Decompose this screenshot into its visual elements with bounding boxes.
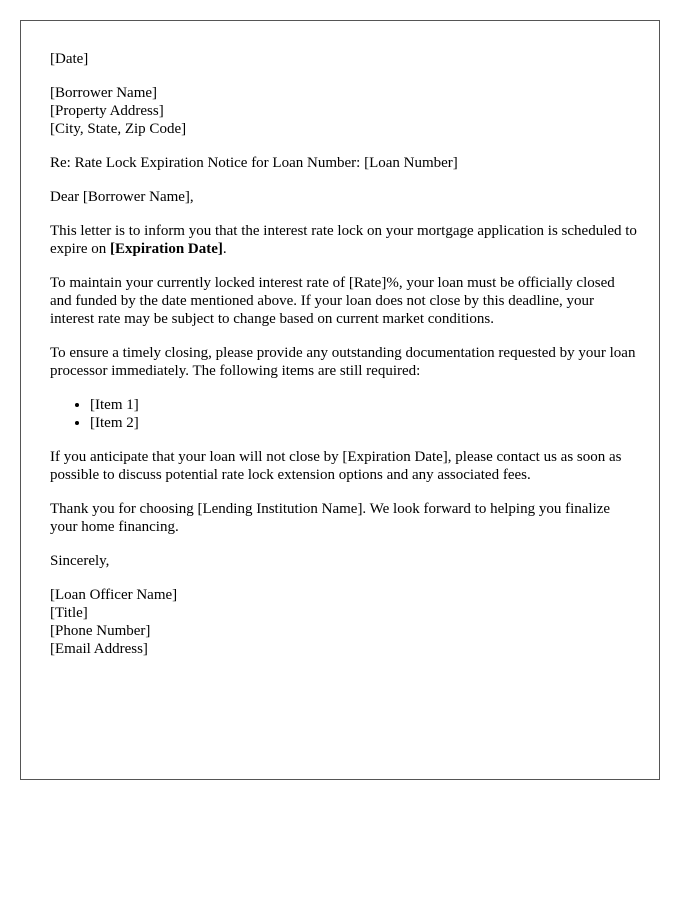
paragraph-extension: If you anticipate that your loan will not close by [Expiration Date], please contact us as soon as possible to discuss potential rate lock extension options and any associated fees.	[50, 449, 622, 483]
letter-date: [Date]	[50, 51, 89, 67]
paragraph-expiration	[50, 222, 640, 258]
signature-phone: [Phone Number]	[50, 623, 151, 639]
salutation: Dear [Borrower Name],	[50, 189, 194, 205]
paragraph-rate: To maintain your currently locked interest rate of [Rate]%, your loan must be officially closed and funded by the date mentioned above. If your loan does not close by this deadline, your interest rate may be subject to change based on current market conditions.	[50, 275, 615, 327]
signature-name: [Loan Officer Name]	[50, 587, 178, 603]
letter-page	[20, 20, 660, 780]
recipient-block	[50, 84, 640, 138]
paragraph-expiration-text: This letter is to inform you that the interest rate lock on your mortgage application is scheduled to expire on	[50, 223, 637, 257]
subject-line: Re: Rate Lock Expiration Notice for Loan Number: [Loan Number]	[50, 155, 458, 171]
recipient-city-state-zip: [City, State, Zip Code]	[50, 121, 187, 137]
letter-body	[50, 50, 640, 674]
required-items-list	[50, 396, 640, 432]
signature-title: [Title]	[50, 605, 88, 621]
paragraph-documentation: To ensure a timely closing, please provide any outstanding documentation requested by your loan processor immediately. The following items are still required:	[50, 345, 636, 379]
paragraph-expiration-end: .	[222, 241, 227, 257]
signature-block	[50, 586, 640, 658]
signature-email: [Email Address]	[50, 641, 148, 657]
recipient-name: [Borrower Name]	[50, 85, 158, 101]
paragraph-thanks: Thank you for choosing [Lending Institution Name]. We look forward to helping you finalize your home financing.	[50, 501, 611, 535]
list-item: • [Item 1]	[90, 396, 640, 414]
expiration-date-bold: [Expiration Date]	[109, 241, 223, 257]
list-item: • [Item 2]	[90, 414, 640, 432]
recipient-address: [Property Address]	[50, 103, 164, 119]
closing: Sincerely,	[50, 553, 110, 569]
